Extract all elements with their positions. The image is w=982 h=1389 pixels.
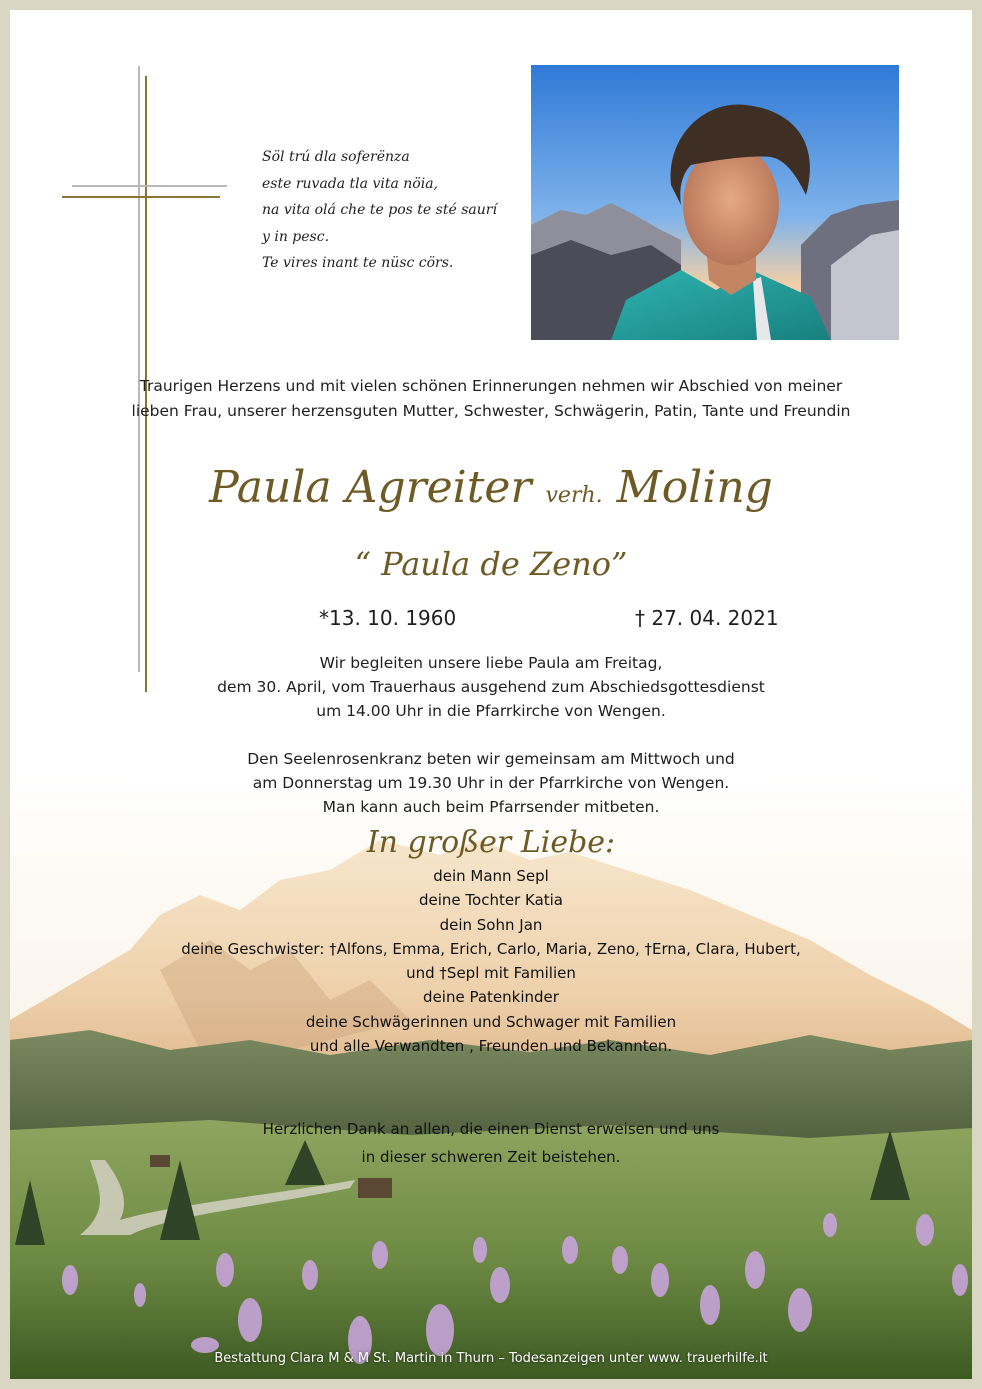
- mourners-list: [10, 864, 972, 1058]
- thanks-text: [10, 1115, 972, 1171]
- mourner-line: dein Sohn Jan: [439, 915, 543, 934]
- deceased-name: [10, 462, 972, 513]
- intro-text: [10, 374, 972, 424]
- death-date: † 27. 04. 2021: [635, 606, 779, 630]
- obituary-card: [10, 10, 972, 1379]
- name-married-prefix: verh.: [545, 483, 603, 508]
- mourner-line: deine Tochter Katia: [418, 891, 564, 910]
- quote-line: na vita olá che te pos te sté saurí: [262, 202, 497, 218]
- mourner-line: und alle Verwandten , Freunden und Bekannten.: [309, 1037, 673, 1056]
- birth-date: *13. 10. 1960: [319, 606, 457, 630]
- mourner-line: und †Sepl mit Familien: [406, 964, 576, 983]
- rosary-line: Den Seelenrosenkranz beten wir gemeinsam am Mittwoch und: [247, 750, 735, 768]
- rosary-info: [10, 747, 972, 819]
- funeral-line: Wir begleiten unsere liebe Paula am Freitag,: [319, 654, 663, 672]
- rosary-line: am Donnerstag um 19.30 Uhr in der Pfarrkirche von Wengen.: [252, 774, 730, 792]
- poem-quote: [262, 144, 542, 277]
- funeral-line: dem 30. April, vom Trauerhaus ausgehend zum Abschiedsgottesdienst: [217, 678, 765, 696]
- quote-line: Te vires inant te nüsc cörs.: [262, 255, 454, 271]
- name-married: Moling: [616, 462, 773, 513]
- intro-line: lieben Frau, unserer herzensguten Mutter, Schwester, Schwägerin, Patin, Tante und Freundin: [131, 402, 851, 420]
- rosary-line: Man kann auch beim Pfarrsender mitbeten.: [322, 798, 660, 816]
- quote-line: y in pesc.: [262, 228, 330, 245]
- mourner-line: dein Mann Sepl: [433, 867, 549, 885]
- portrait-photo: [531, 65, 899, 340]
- mourners-title: In großer Liebe:: [366, 825, 616, 860]
- thanks-line: in dieser schweren Zeit beistehen.: [361, 1148, 621, 1166]
- funeral-line: um 14.00 Uhr in die Pfarrkirche von Wengen.: [316, 702, 666, 720]
- mourner-line: deine Patenkinder: [423, 988, 559, 1007]
- funeral-info: [10, 651, 972, 723]
- mourner-line: deine Schwägerinnen und Schwager mit Familien: [305, 1012, 677, 1031]
- footer-credit: Bestattung Clara M & M St. Martin in Thurn – Todesanzeigen unter www. trauerhilfe.it: [214, 1351, 768, 1366]
- quote-line: Söl trú dla soferënza: [262, 149, 410, 165]
- thanks-line: Herzlichen Dank an allen, die einen Dienst erweisen und uns: [262, 1120, 720, 1138]
- quote-line: este ruvada tla vita nöia,: [262, 175, 438, 192]
- nickname: “ Paula de Zeno”: [354, 545, 628, 583]
- intro-line: Traurigen Herzens und mit vielen schönen Erinnerungen nehmen wir Abschied von meiner: [139, 377, 843, 395]
- mourner-line: deine Geschwister: †Alfons, Emma, Erich, Carlo, Maria, Zeno, †Erna, Clara, Hubert,: [181, 939, 801, 958]
- name-first: Paula Agreiter: [209, 462, 532, 513]
